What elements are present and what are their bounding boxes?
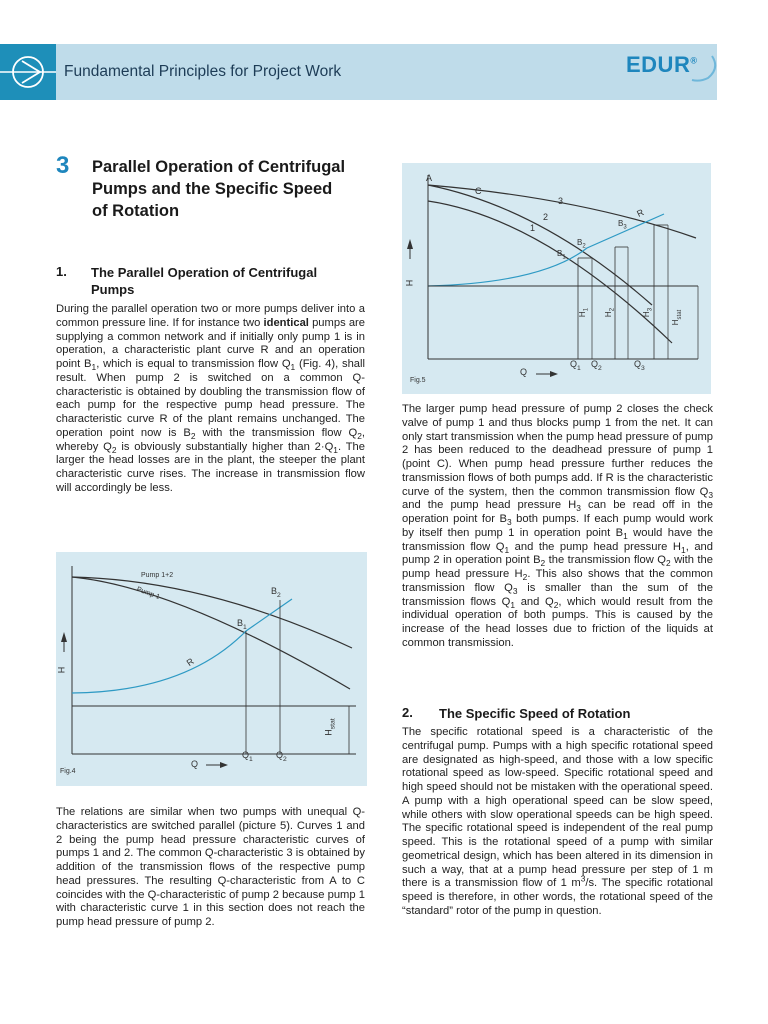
subsection2-title: The Specific Speed of Rotation (439, 706, 631, 721)
brand-swoosh-icon (690, 52, 720, 82)
fig5-curve2-label: 2 (543, 212, 549, 222)
pump-logo-box (0, 44, 56, 100)
fig5-h2-label: $H_2$ (604, 307, 616, 318)
fig5-b3-label: $B_3$ (618, 219, 627, 231)
subsection1-number: 1. (56, 264, 67, 279)
subsection1-title: The Parallel Operation of Centrifugal Pumps (91, 265, 318, 297)
subsection2-paragraph: The specific rotational speed is a characteristic of the centrifugal pump. Pumps with a high specific rotational speed are designated as high-speed, and those with a low specific rotational speed as low-speed. Specific rotational speed and high speed should not be mistaken with the operational speed. A pump with a high operational speed can be slow speed, while others with slow operational speeds can be high speed. The specific rotational speed is independent of the real pump speed. This is the rotational speed of a pump with similar geometrical design, which has been altered in its dimension in such a way, that at a pump head pressure per step of 1 m there is a transmission flow of 1 $m^3/s$. The specific rotational speed is therefore, in other words, the rotational speed of the “standard” rotor of the pump in question. (402, 726, 713, 917)
fig4-r-label: R (184, 656, 196, 668)
fig5-h1-label: $H_1$ (578, 307, 590, 318)
figure-5-diagram (402, 163, 711, 394)
right-paragraph1: The larger pump head pressure of pump 2 closes the check valve of pump 1 and thus blocks pump 1 from the net. It can only start transmission when the pump head pressure of pump 2 has been reduced to the deadhead pressure of pump 1 (point C). When pump head pressure further reduces the transmission flows of both pumps add. If R is the characteristic curve of the system, then the common transmission flow $Q_3$ and the pump head pressure $H_3$ can be read off in the operation point for $B_3$ both pumps. If each pump would work by itself then pump 1 in operation point $B_1$ would have the transmission flow $Q_1$ and the pump head pressure $H_1$, and pump 2 in operation point $B_2$ the transmission flow $Q_2$ with the pump head pressure $H_2$. This also shows that the common transmission flow $Q_3$ is smaller than the sum of the transmission flows $Q_1$ and $Q_2$, which would result from the individual operation of both pumps. This is caused by the increase of the head losses due to friction of the liquids at common transmission. (402, 403, 713, 649)
fig5-hstat-label: $H_{stat}$ (671, 309, 683, 326)
fig5-curve3-label: 3 (558, 196, 564, 206)
fig4-b1-label: $B_1$ (237, 618, 247, 631)
fig4-caption: Fig.4 (60, 768, 76, 775)
fig4-q1-label: $Q_1$ (242, 750, 253, 763)
brand-mark: ® (690, 55, 698, 66)
fig5-q-label: Q (520, 367, 528, 377)
fig4-hstat-label: $H_{stat}$ (323, 718, 337, 736)
subsection1-paragraph2: The relations are similar when two pumps with unequal Q-characteristics are switched parallel (picture 5). Curves 1 and 2 being the pump head pressure characteristic curves of pumps 1 and 2. The common Q-characteristic 3 is obtained by addition of the transmission flows of the respective pump head pressures. The resulting Q-characteristic from A to C coincides with the Q-characteristic of pump 2 because pump 1 with characteristic curve 1 in this section does not reach the pump head pressure of pump 2. (56, 806, 365, 928)
section-number: 3 (56, 152, 70, 179)
figure-5 (402, 163, 711, 394)
fig5-a-label: A (426, 173, 433, 183)
fig4-pump12-label: Pump 1+2 (141, 572, 174, 579)
subsection2-number: 2. (402, 705, 413, 720)
brand-logo (626, 52, 697, 78)
fig5-h3-label: $H_3$ (642, 307, 654, 318)
fig4-q-label: Q (191, 759, 199, 769)
header-title: Fundamental Principles for Project Work (64, 63, 342, 80)
fig5-q2-label: $Q_2$ (591, 359, 602, 372)
subsection1-paragraph1: During the parallel operation two or more pumps deliver into a common pressure line. If for instance two identical pumps are supplying a common network and if initially only pump 1 is in operation, a characteristic plant curve R and an operation point $B_1$, which is equal to transmission flow $Q_1$ (Fig. 4), shall result. When pump 2 is switched on a common Q-characteristic is obtained by doubling the transmission flow of each pump for the respective pump head pressure. The characteristic curve R of the plant remains unchanged. The operation point now is $B_2$ with the transmission flow $Q_2$, whereby $Q_2$ is obviously substantially higher than $2\cdot Q_1$. The larger the head losses are in the plant, the steeper the plant characteristic curve rises. The increase in transmission flow will accordingly be less. (56, 303, 365, 494)
header-bar (0, 44, 717, 100)
fig5-curve1-label: 1 (530, 223, 536, 233)
pump-symbol-icon (0, 44, 56, 100)
section-title: Parallel Operation of Centrifugal Pumps and the Specific Speed of Rotation (92, 158, 346, 220)
fig5-caption: Fig.5 (410, 377, 426, 384)
fig5-r-label: R (635, 207, 646, 219)
brand-name: EDUR (626, 52, 691, 77)
figure-4-diagram (56, 552, 367, 786)
fig4-pump1-label: Pump 1 (135, 586, 161, 601)
fig4-b2-label: $B_2$ (271, 586, 281, 599)
fig4-q2-label: $Q_2$ (276, 750, 287, 763)
fig5-b1-label: $B_1$ (557, 249, 566, 261)
fig4-h-label: H (56, 666, 67, 674)
fig5-q3-label: $Q_3$ (634, 359, 645, 372)
fig5-h-label: H (404, 279, 415, 287)
fig5-q1-label: $Q_1$ (570, 359, 581, 372)
fig5-b2-label: $B_2$ (577, 238, 586, 250)
figure-4 (56, 552, 367, 786)
fig5-c-label: C (475, 186, 482, 196)
